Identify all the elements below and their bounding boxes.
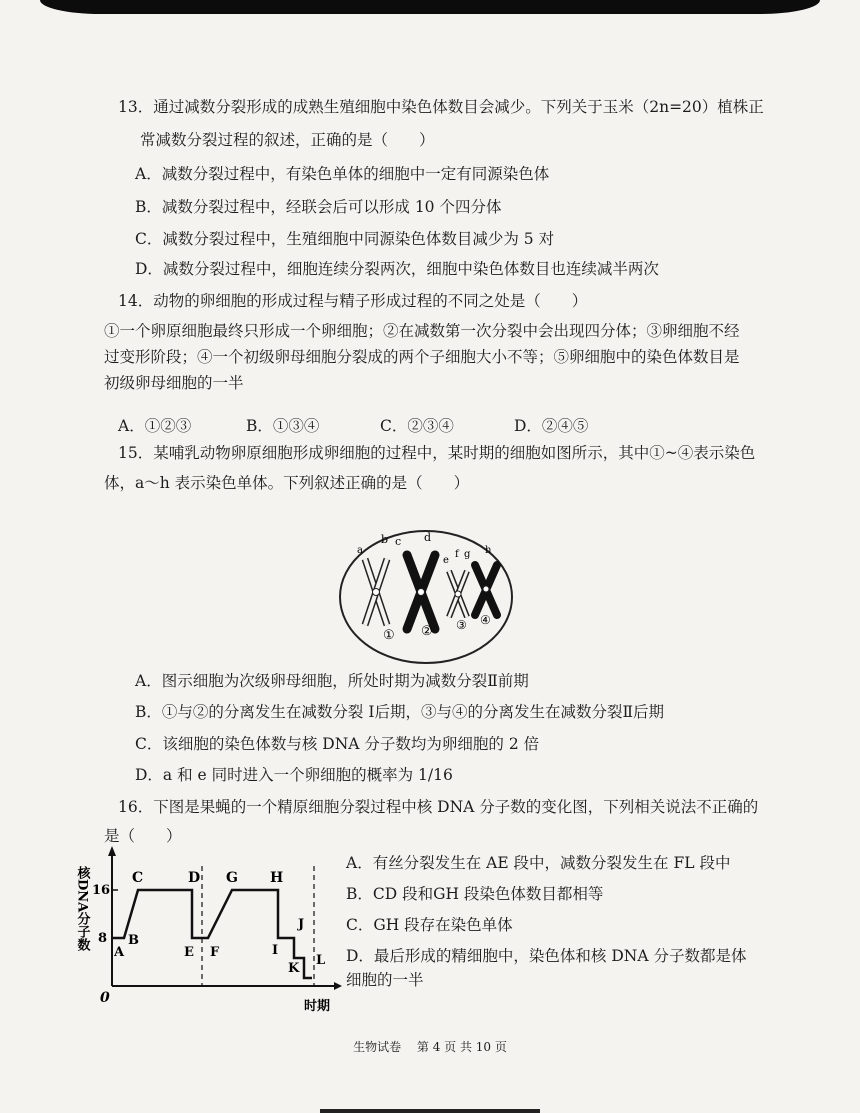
label-h: h	[485, 545, 492, 556]
q16-stem-line1: 16．下图是果蝇的一个精原细胞分裂过程中核 DNA 分子数的变化图，下列相关说法不正确的	[118, 798, 759, 816]
label-chromosome-3: ③	[456, 618, 467, 632]
q13-option-a: A．减数分裂过程中，有染色单体的细胞中一定有同源染色体	[135, 165, 550, 183]
chromosome-2	[407, 555, 435, 629]
y-axis-label: 核DNA分子数	[74, 866, 90, 952]
origin-label: 0	[100, 990, 110, 1006]
point-i: I	[272, 943, 279, 958]
q16-option-d-line2: 细胞的一半	[346, 971, 424, 989]
q13-stem-line2: 常减数分裂过程的叙述，正确的是（ ）	[140, 131, 435, 149]
point-k: K	[288, 961, 300, 976]
dna-curve	[112, 890, 312, 978]
label-chromosome-2: ②	[421, 624, 433, 639]
q16-option-c: C．GH 段存在染色单体	[346, 916, 513, 934]
dna-content-graph	[72, 846, 342, 1016]
q14-option-b: B．①③④	[246, 417, 320, 435]
point-b: B	[128, 933, 139, 948]
q15-option-a: A．图示细胞为次级卵母细胞，所处时期为减数分裂Ⅱ前期	[135, 672, 529, 690]
point-e: E	[184, 945, 194, 960]
label-d: d	[424, 531, 432, 544]
q14-option-c: C．②③④	[380, 417, 454, 435]
label-c: c	[395, 535, 402, 548]
q14-stem-line2: ①一个卵原细胞最终只形成一个卵细胞；②在减数第一次分裂中会出现四分体；③卵细胞不经	[104, 322, 740, 340]
q16-option-a: A．有丝分裂发生在 AE 段中，减数分裂发生在 FL 段中	[346, 854, 731, 872]
q16-stem-line2: 是（ ）	[104, 827, 182, 845]
point-g: G	[226, 870, 238, 886]
x-axis-label: 时期	[304, 999, 331, 1014]
q15-stem-line1: 15．某哺乳动物卵原细胞形成卵细胞的过程中，某时期的细胞如图所示，其中①~④表示染色	[118, 444, 756, 462]
q14-stem-line1: 14．动物的卵细胞的形成过程与精子形成过程的不同之处是（ ）	[118, 292, 588, 310]
ytick-16: 16	[92, 883, 111, 898]
label-g: g	[464, 549, 471, 560]
q13-option-c: C．减数分裂过程中，生殖细胞中同源染色体数目减少为 5 对	[135, 230, 555, 248]
y-axis-arrow	[108, 846, 116, 856]
chromosome-1	[365, 559, 387, 625]
q15-stem-line2: 体，a～h 表示染色单体。下列叙述正确的是（ ）	[104, 474, 470, 492]
point-h: H	[270, 870, 284, 886]
q16-options	[346, 852, 756, 991]
x-axis-arrow	[334, 982, 342, 990]
q16-option-d-line1: D．最后形成的精细胞中，染色体和核 DNA 分子数都是体	[346, 947, 747, 965]
point-a: A	[114, 945, 125, 960]
q16-option-b: B．CD 段和GH 段染色体数目都相等	[346, 885, 604, 903]
page-footer: 生物试卷 第 4 页 共 10 页	[353, 1040, 507, 1054]
label-chromosome-1: ①	[383, 628, 395, 643]
point-f: F	[210, 945, 220, 960]
point-d: D	[188, 870, 201, 886]
q14-stem-line3: 过变形阶段；④一个初级卵母细胞分裂成的两个子细胞大小不等；⑤卵细胞中的染色体数目是	[104, 348, 740, 366]
scan-bottom-shadow	[320, 1109, 540, 1113]
cell-division-figure	[335, 527, 517, 667]
point-j: J	[298, 917, 305, 932]
ytick-8: 8	[98, 931, 108, 946]
scan-top-shadow	[40, 0, 820, 14]
q13-option-d: D．减数分裂过程中，细胞连续分裂两次，细胞中染色体数目也连续减半两次	[135, 260, 659, 278]
chromosome-3	[449, 571, 467, 617]
q13-option-b: B．减数分裂过程中，经联会后可以形成 10 个四分体	[135, 198, 502, 216]
label-e: e	[443, 555, 449, 566]
q15-option-c: C．该细胞的染色体数与核 DNA 分子数均为卵细胞的 2 倍	[135, 735, 540, 753]
q15-option-d: D．a 和 e 同时进入一个卵细胞的概率为 1/16	[135, 766, 453, 784]
q14-option-d: D．②④⑤	[514, 417, 589, 435]
q14-option-a: A．①②③	[118, 417, 192, 435]
label-a: a	[357, 545, 363, 556]
label-b: b	[381, 533, 389, 546]
label-f: f	[455, 549, 459, 560]
q15-option-b: B．①与②的分离发生在减数分裂 Ⅰ后期，③与④的分离发生在减数分裂Ⅱ后期	[135, 703, 664, 721]
q14-stem-line4: 初级卵母细胞的一半	[104, 374, 244, 392]
point-c: C	[132, 870, 144, 886]
q13-stem-line1: 13．通过减数分裂形成的成熟生殖细胞中染色体数目会减少。下列关于玉米（2n=20）植株正	[118, 98, 764, 116]
chromosome-4	[475, 565, 497, 615]
label-chromosome-4: ④	[480, 613, 491, 627]
point-l: L	[316, 953, 326, 968]
